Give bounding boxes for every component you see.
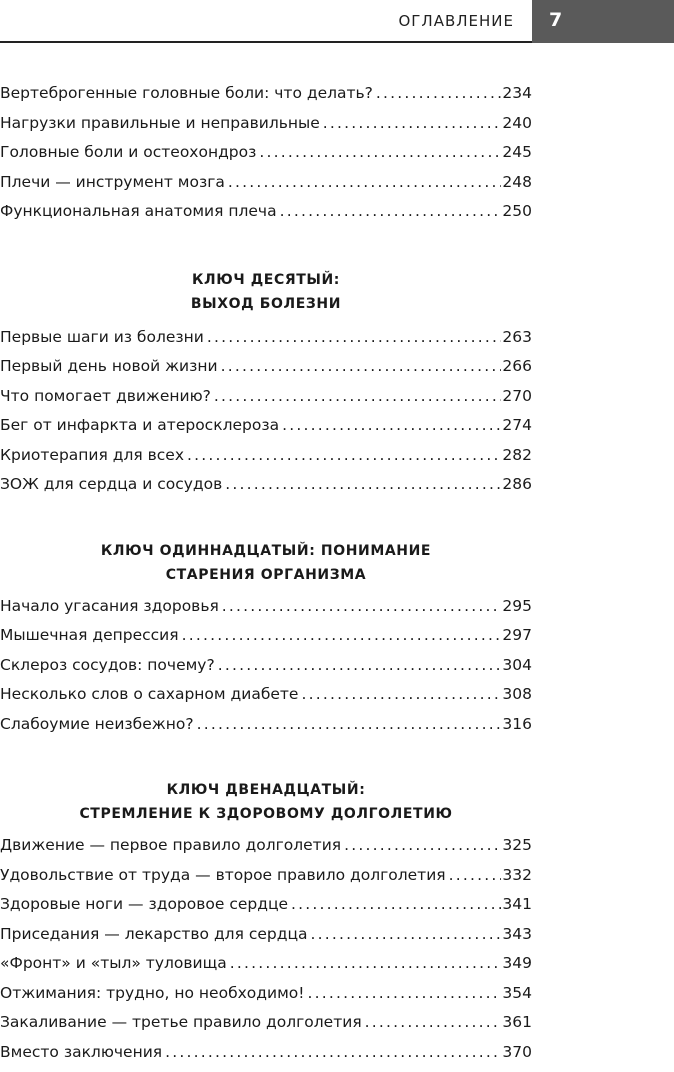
- toc-entry-page: 274: [502, 416, 532, 434]
- toc-entry[interactable]: [0, 202, 532, 232]
- toc-entry[interactable]: [0, 1043, 532, 1072]
- toc-entry-page: 343: [502, 925, 532, 943]
- toc-entry-title: «Фронт» и «тыл» туловища: [0, 954, 227, 972]
- page-number: 7: [549, 9, 562, 31]
- header-rule: [0, 41, 532, 43]
- section-heading-line: ВЫХОД БОЛЕЗНИ: [0, 292, 532, 316]
- page-number-box: [532, 0, 674, 43]
- leader-dots: [307, 984, 501, 1002]
- toc-entry-page: 304: [502, 656, 532, 674]
- toc-entry-title: Удовольствие от труда — второе правило долголетия: [0, 866, 446, 884]
- toc-entry-title: Здоровые ноги — здоровое сердце: [0, 895, 288, 913]
- toc-entry[interactable]: [0, 475, 532, 505]
- toc-entry-title: Слабоумие неизбежно?: [0, 715, 194, 733]
- toc-entry-page: 282: [502, 446, 532, 464]
- section-heading-line: КЛЮЧ ОДИННАДЦАТЫЙ: ПОНИМАНИЕ: [0, 539, 532, 563]
- toc-entry[interactable]: [0, 387, 532, 417]
- toc-entry-page: 370: [502, 1043, 532, 1061]
- toc-entry-title: Вместо заключения: [0, 1043, 162, 1061]
- page-header: [0, 0, 674, 44]
- toc-group-section-12: [0, 836, 532, 1072]
- toc-entry-title: ЗОЖ для сердца и сосудов: [0, 475, 222, 493]
- toc-entry-page: 240: [502, 114, 532, 132]
- toc-entry-page: 354: [502, 984, 532, 1002]
- toc-entry-title: Криотерапия для всех: [0, 446, 184, 464]
- leader-dots: [344, 836, 501, 854]
- leader-dots: [225, 475, 501, 493]
- toc-entry-title: Бег от инфаркта и атеросклероза: [0, 416, 279, 434]
- toc-entry[interactable]: [0, 984, 532, 1014]
- toc-entry[interactable]: [0, 715, 532, 745]
- leader-dots: [182, 626, 502, 644]
- toc-entry[interactable]: [0, 328, 532, 358]
- toc-entry[interactable]: [0, 173, 532, 203]
- toc-entry[interactable]: [0, 357, 532, 387]
- toc-entry[interactable]: [0, 597, 532, 627]
- toc-entry-page: 325: [502, 836, 532, 854]
- leader-dots: [280, 202, 502, 220]
- toc-entry[interactable]: [0, 895, 532, 925]
- leader-dots: [259, 143, 501, 161]
- toc-entry-title: Плечи — инструмент мозга: [0, 173, 225, 191]
- toc-entry-page: 332: [502, 866, 532, 884]
- leader-dots: [291, 895, 501, 913]
- toc-entry-title: Функциональная анатомия плеча: [0, 202, 277, 220]
- toc-entry-page: 316: [502, 715, 532, 733]
- section-heading-10: [0, 268, 532, 316]
- toc-entry-title: Что помогает движению?: [0, 387, 211, 405]
- section-heading-line: КЛЮЧ ДЕСЯТЫЙ:: [0, 268, 532, 292]
- leader-dots: [197, 715, 502, 733]
- leader-dots: [228, 173, 502, 191]
- leader-dots: [187, 446, 501, 464]
- leader-dots: [365, 1013, 502, 1031]
- toc-entry-page: 295: [502, 597, 532, 615]
- section-heading-12: [0, 778, 532, 826]
- section-heading-line: СТАРЕНИЯ ОРГАНИЗМА: [0, 563, 532, 587]
- toc-entry-title: Несколько слов о сахарном диабете: [0, 685, 298, 703]
- toc-entry-page: 286: [502, 475, 532, 493]
- section-heading-line: КЛЮЧ ДВЕНАДЦАТЫЙ:: [0, 778, 532, 802]
- toc-entry[interactable]: [0, 143, 532, 173]
- toc-entry-page: 308: [502, 685, 532, 703]
- toc-group-continued: [0, 84, 532, 232]
- toc-entry[interactable]: [0, 1013, 532, 1043]
- toc-entry[interactable]: [0, 626, 532, 656]
- leader-dots: [449, 866, 502, 884]
- leader-dots: [323, 114, 502, 132]
- toc-entry-title: Мышечная депрессия: [0, 626, 179, 644]
- toc-entry-page: 297: [502, 626, 532, 644]
- toc-entry[interactable]: [0, 114, 532, 144]
- toc-group-section-10: [0, 328, 532, 505]
- toc-entry[interactable]: [0, 416, 532, 446]
- leader-dots: [282, 416, 501, 434]
- toc-entry[interactable]: [0, 925, 532, 955]
- toc-entry-page: 248: [502, 173, 532, 191]
- table-of-contents: [0, 84, 532, 1072]
- leader-dots: [222, 597, 502, 615]
- leader-dots: [207, 328, 502, 346]
- leader-dots: [301, 685, 501, 703]
- toc-entry-title: Движение — первое правило долголетия: [0, 836, 341, 854]
- toc-entry[interactable]: [0, 866, 532, 896]
- toc-entry-title: Нагрузки правильные и неправильные: [0, 114, 320, 132]
- toc-entry[interactable]: [0, 836, 532, 866]
- toc-entry[interactable]: [0, 446, 532, 476]
- leader-dots: [376, 84, 501, 102]
- toc-entry-page: 245: [502, 143, 532, 161]
- leader-dots: [165, 1043, 501, 1061]
- toc-entry-page: 341: [502, 895, 532, 913]
- toc-entry[interactable]: [0, 685, 532, 715]
- toc-entry-page: 250: [502, 202, 532, 220]
- section-heading-line: СТРЕМЛЕНИЕ К ЗДОРОВОМУ ДОЛГОЛЕТИЮ: [0, 802, 532, 826]
- toc-entry[interactable]: [0, 954, 532, 984]
- toc-entry-page: 270: [502, 387, 532, 405]
- leader-dots: [230, 954, 502, 972]
- toc-entry-title: Склероз сосудов: почему?: [0, 656, 215, 674]
- toc-entry-title: Начало угасания здоровья: [0, 597, 219, 615]
- running-header-title: ОГЛАВЛЕНИЕ: [398, 12, 514, 30]
- leader-dots: [214, 387, 502, 405]
- toc-entry-page: 361: [502, 1013, 532, 1031]
- toc-entry-title: Головные боли и остеохондроз: [0, 143, 256, 161]
- section-heading-11: [0, 539, 532, 587]
- leader-dots: [221, 357, 502, 375]
- toc-entry-title: Приседания — лекарство для сердца: [0, 925, 308, 943]
- toc-entry-page: 234: [502, 84, 532, 102]
- toc-entry-title: Первый день новой жизни: [0, 357, 218, 375]
- toc-entry-page: 349: [502, 954, 532, 972]
- toc-entry[interactable]: [0, 656, 532, 686]
- toc-entry-title: Первые шаги из болезни: [0, 328, 204, 346]
- leader-dots: [311, 925, 502, 943]
- toc-entry-title: Закаливание — третье правило долголетия: [0, 1013, 362, 1031]
- leader-dots: [218, 656, 502, 674]
- toc-entry-title: Отжимания: трудно, но необходимо!: [0, 984, 304, 1002]
- toc-entry[interactable]: [0, 84, 532, 114]
- toc-entry-title: Вертеброгенные головные боли: что делать?: [0, 84, 373, 102]
- toc-group-section-11: [0, 597, 532, 745]
- toc-entry-page: 263: [502, 328, 532, 346]
- toc-entry-page: 266: [502, 357, 532, 375]
